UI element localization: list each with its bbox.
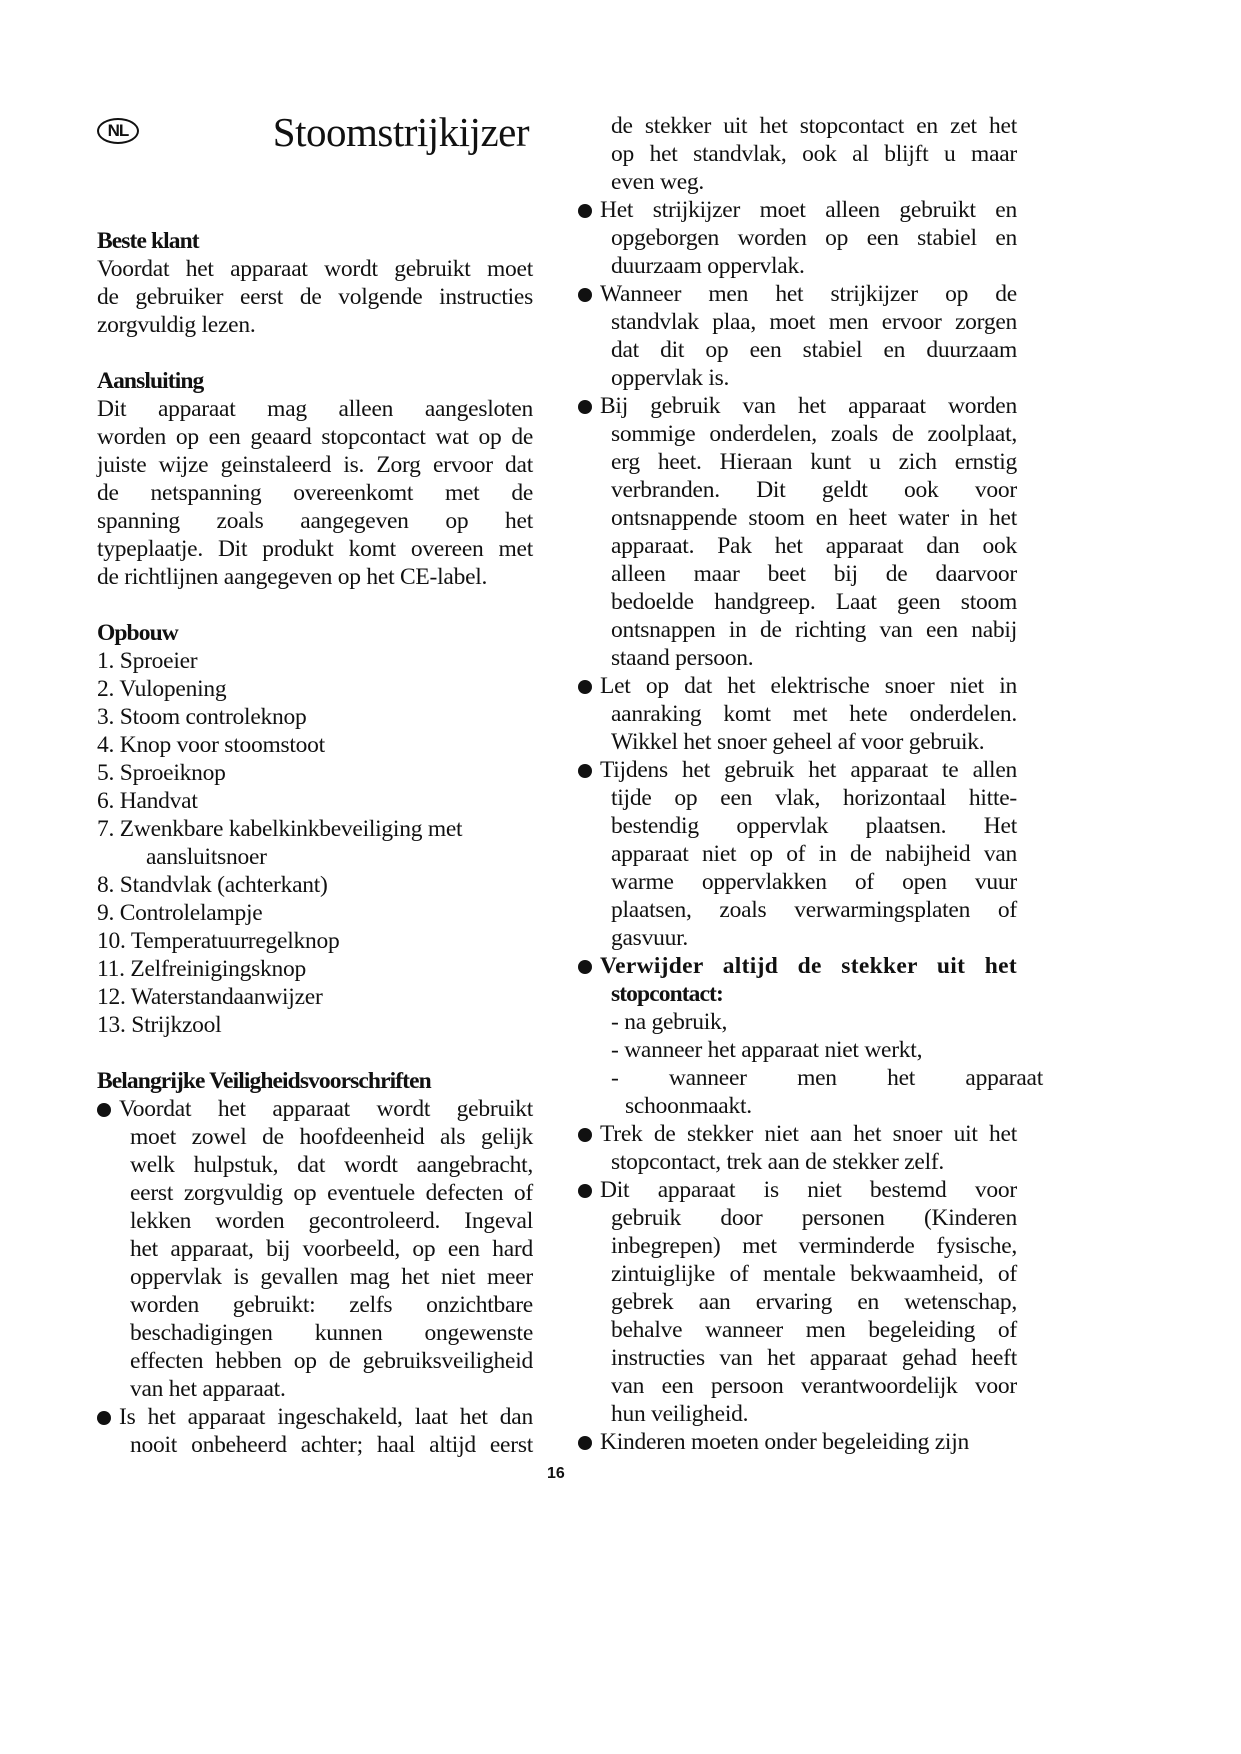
- text-line: [578, 1092, 1017, 1120]
- bullet-icon: [578, 764, 592, 778]
- list-item: [97, 983, 533, 1011]
- text-line: [578, 420, 1017, 448]
- line-text: Bij gebruik van het apparaat worden: [600, 393, 1017, 419]
- line-text: bedoelde handgreep. Laat geen stoom: [611, 589, 1017, 615]
- text-line: [578, 1372, 1017, 1400]
- line-text: 6. Handvat: [97, 788, 198, 814]
- bullet-icon: [578, 204, 592, 218]
- line-text: oppervlak is gevallen mag het niet meer: [130, 1264, 533, 1290]
- line-text: verbranden. Dit geldt ook voor: [611, 477, 1017, 503]
- text-line: [578, 672, 1017, 700]
- text-line: [97, 255, 533, 283]
- bullet-icon: [578, 1128, 592, 1142]
- text-line: [578, 336, 1017, 364]
- blank-line: [97, 1039, 533, 1067]
- text-line: [97, 311, 533, 339]
- page-number: 16: [547, 1465, 565, 1482]
- text-line: [578, 1428, 1017, 1456]
- text-line: [97, 507, 533, 535]
- line-text: sommige onderdelen, zoals de zoolplaat,: [611, 421, 1017, 447]
- section-heading: [97, 227, 533, 255]
- line-text: van het apparaat.: [130, 1376, 286, 1402]
- bullet-icon: [578, 400, 592, 414]
- line-text: Het strijkijzer moet alleen gebruikt en: [600, 197, 1017, 223]
- line-text: tijde op een vlak, horizontaal hitte-: [611, 785, 1017, 811]
- line-text: de stekker uit het stopcontact en zet het: [611, 113, 1017, 139]
- line-text: Opbouw: [97, 620, 178, 646]
- line-text: Belangrijke Veiligheidsvoorschriften: [97, 1068, 431, 1094]
- line-text: stopcontact:: [611, 981, 723, 1007]
- line-text: staand persoon.: [611, 645, 754, 671]
- line-text: 3. Stoom controleknop: [97, 704, 307, 730]
- line-text: 10. Temperatuurregelknop: [97, 928, 340, 954]
- line-text: Tijdens het gebruik het apparaat te allen: [600, 757, 1017, 783]
- text-line: [578, 588, 1017, 616]
- text-line: [578, 168, 1017, 196]
- bullet-icon: [97, 1103, 111, 1117]
- line-text: zorgvuldig lezen.: [97, 312, 256, 338]
- line-text: - na gebruik,: [611, 1009, 728, 1035]
- line-text: Wanneer men het strijkijzer op de: [600, 281, 1017, 307]
- line-text: instructies van het apparaat gehad heeft: [611, 1345, 1017, 1371]
- line-text: Wikkel het snoer geheel af voor gebruik.: [611, 729, 985, 755]
- text-line: [578, 252, 1017, 280]
- text-line: [578, 868, 1017, 896]
- text-line: [578, 644, 1017, 672]
- list-item: [97, 787, 533, 815]
- line-text: de richtlijnen aangegeven op het CE-label.: [97, 564, 488, 590]
- line-text: zintuiglijke of mentale bekwaamheid, of: [611, 1261, 1017, 1287]
- line-text: gasvuur.: [611, 925, 688, 951]
- line-text: typeplaatje. Dit produkt komt overeen met: [97, 536, 533, 562]
- line-text: 9. Controlelampje: [97, 900, 263, 926]
- text-line: [97, 395, 533, 423]
- text-line: [97, 563, 533, 591]
- text-line: [578, 1120, 1017, 1148]
- line-text: Voordat het apparaat wordt gebruikt: [119, 1096, 533, 1122]
- text-line: [578, 1260, 1017, 1288]
- text-line: [97, 423, 533, 451]
- text-line: [578, 616, 1017, 644]
- right-column: [578, 112, 1043, 1456]
- bullet-icon: [578, 288, 592, 302]
- text-line: [97, 1235, 533, 1263]
- text-line: [578, 1344, 1017, 1372]
- section-heading: [97, 367, 533, 395]
- line-text: - wanneer het apparaat niet werkt,: [611, 1037, 923, 1063]
- line-text: gebruik door personen (Kinderen: [611, 1205, 1017, 1231]
- language-badge-nl: NL: [97, 118, 139, 144]
- line-text: beschadigingen kunnen ongewenste: [130, 1320, 533, 1346]
- list-item: [97, 843, 533, 871]
- list-item: [97, 815, 533, 843]
- section-heading: [97, 1067, 533, 1095]
- line-text: 13. Strijkzool: [97, 1012, 222, 1038]
- text-line: [97, 1263, 533, 1291]
- text-line: [578, 1288, 1017, 1316]
- text-line: [578, 1232, 1017, 1260]
- line-text: opgeborgen worden op een stabiel en: [611, 225, 1017, 251]
- text-line: [97, 1151, 533, 1179]
- line-text: inbegrepen) met verminderde fysische,: [611, 1233, 1017, 1259]
- line-text: standvlak plaa, moet men ervoor zorgen: [611, 309, 1017, 335]
- line-text: dat dit op een stabiel en duurzaam: [611, 337, 1017, 363]
- text-line: [578, 1148, 1017, 1176]
- line-text: 5. Sproeiknop: [97, 760, 226, 786]
- text-line: [578, 700, 1017, 728]
- text-line: [578, 196, 1017, 224]
- line-text: Kinderen moeten onder begeleiding zijn: [600, 1429, 969, 1455]
- page-title: Stoomstrijkijzer: [272, 109, 529, 155]
- line-text: 12. Waterstandaanwijzer: [97, 984, 323, 1010]
- line-text: erg heet. Hieraan kunt u zich ernstig: [611, 449, 1017, 475]
- text-line: [578, 504, 1017, 532]
- text-line: [578, 476, 1017, 504]
- line-text: Voordat het apparaat wordt gebruikt moet: [97, 256, 533, 282]
- line-text: op het standvlak, ook al blijft u maar: [611, 141, 1017, 167]
- text-line: [578, 392, 1017, 420]
- line-text: Dit apparaat mag alleen aangesloten: [97, 396, 533, 422]
- line-text: ontsnappen in de richting van een nabij: [611, 617, 1017, 643]
- list-item: [97, 647, 533, 675]
- line-text: van een persoon verantwoordelijk voor: [611, 1373, 1017, 1399]
- list-item: [97, 955, 533, 983]
- line-text: worden op een geaard stopcontact wat op de: [97, 424, 533, 450]
- line-text: warme oppervlakken of open vuur: [611, 869, 1017, 895]
- text-line: [578, 980, 1017, 1008]
- line-text: Let op dat het elektrische snoer niet in: [600, 673, 1017, 699]
- line-text: apparaat. Pak het apparaat dan ook: [611, 533, 1017, 559]
- line-text: - wanneer men het apparaat: [611, 1065, 1043, 1091]
- text-line: [97, 283, 533, 311]
- text-line: [578, 364, 1017, 392]
- text-line: [578, 560, 1017, 588]
- list-item: [97, 675, 533, 703]
- text-line: [578, 728, 1017, 756]
- line-text: welk hulpstuk, dat wordt aangebracht,: [130, 1152, 533, 1178]
- text-line: [578, 308, 1017, 336]
- line-text: aanraking komt met hete onderdelen.: [611, 701, 1017, 727]
- line-text: Beste klant: [97, 228, 199, 254]
- text-line: [97, 1375, 533, 1403]
- text-line: [578, 1400, 1017, 1428]
- text-line: [97, 1095, 533, 1123]
- text-line: [97, 1319, 533, 1347]
- list-item: [97, 899, 533, 927]
- line-text: 4. Knop voor stoomstoot: [97, 732, 325, 758]
- list-item: [97, 703, 533, 731]
- text-line: [578, 924, 1017, 952]
- line-text: Trek de stekker niet aan het snoer uit het: [600, 1121, 1017, 1147]
- line-text: gebrek aan ervaring en wetenschap,: [611, 1289, 1017, 1315]
- line-text: ontsnappende stoom en heet water in het: [611, 505, 1017, 531]
- line-text: eerst zorgvuldig op eventuele defecten of: [130, 1180, 533, 1206]
- line-text: even weg.: [611, 169, 705, 195]
- text-line: [578, 756, 1017, 784]
- text-line: [578, 1064, 1043, 1092]
- line-text: 1. Sproeier: [97, 648, 198, 674]
- line-text: Verwijder altijd de stekker uit het: [600, 953, 1017, 979]
- text-line: [578, 840, 1017, 868]
- text-line: [578, 112, 1017, 140]
- line-text: duurzaam oppervlak.: [611, 253, 805, 279]
- line-text: de netspanning overeenkomt met de: [97, 480, 533, 506]
- line-text: nooit onbeheerd achter; haal altijd eerst: [130, 1432, 533, 1458]
- text-line: [578, 1176, 1017, 1204]
- text-line: [578, 1036, 1017, 1064]
- text-line: [97, 1347, 533, 1375]
- text-line: [97, 479, 533, 507]
- line-text: de gebruiker eerst de volgende instructies: [97, 284, 533, 310]
- line-text: plaatsen, zoals verwarmingsplaten of: [611, 897, 1017, 923]
- line-text: 11. Zelfreinigingsknop: [97, 956, 307, 982]
- list-item: [97, 731, 533, 759]
- text-line: [97, 1207, 533, 1235]
- line-text: Is het apparaat ingeschakeld, laat het dan: [119, 1404, 533, 1430]
- text-line: [578, 1316, 1017, 1344]
- line-text: bestendig oppervlak plaatsen. Het: [611, 813, 1017, 839]
- text-line: [97, 1123, 533, 1151]
- line-text: alleen maar beet bij de daarvoor: [611, 561, 1017, 587]
- text-line: [97, 1179, 533, 1207]
- line-text: spanning zoals aangegeven op het: [97, 508, 533, 534]
- text-line: [578, 1008, 1017, 1036]
- text-line: [578, 896, 1017, 924]
- line-text: worden gebruikt: zelfs onzichtbare: [130, 1292, 533, 1318]
- list-item: [97, 759, 533, 787]
- bullet-icon: [578, 680, 592, 694]
- text-line: [97, 1431, 533, 1459]
- line-text: behalve wanneer men begeleiding of: [611, 1317, 1017, 1343]
- line-text: stopcontact, trek aan de stekker zelf.: [611, 1149, 945, 1175]
- bullet-icon: [97, 1411, 111, 1425]
- line-text: Aansluiting: [97, 368, 204, 394]
- section-heading: [97, 619, 533, 647]
- text-line: [578, 812, 1017, 840]
- left-column: [97, 227, 533, 1459]
- text-line: [578, 1204, 1017, 1232]
- line-text: lekken worden gecontroleerd. Ingeval: [130, 1208, 533, 1234]
- text-line: [578, 280, 1017, 308]
- line-text: apparaat niet op of in de nabijheid van: [611, 841, 1017, 867]
- line-text: aansluitsnoer: [146, 844, 267, 870]
- text-line: [578, 784, 1017, 812]
- line-text: 2. Vulopening: [97, 676, 227, 702]
- line-text: Dit apparaat is niet bestemd voor: [600, 1177, 1017, 1203]
- line-text: schoonmaakt.: [625, 1093, 752, 1119]
- blank-line: [97, 339, 533, 367]
- list-item: [97, 1011, 533, 1039]
- text-line: [578, 140, 1017, 168]
- list-item: [97, 871, 533, 899]
- line-text: 7. Zwenkbare kabelkinkbeveiliging met: [97, 816, 463, 842]
- text-line: [97, 1291, 533, 1319]
- bullet-icon: [578, 1184, 592, 1198]
- line-text: juiste wijze geinstaleerd is. Zorg ervoor dat: [97, 452, 533, 478]
- blank-line: [97, 591, 533, 619]
- text-line: [578, 532, 1017, 560]
- line-text: het apparaat, bij voorbeeld, op een hard: [130, 1236, 533, 1262]
- text-line: [578, 952, 1017, 980]
- text-line: [97, 535, 533, 563]
- line-text: moet zowel de hoofdeenheid als gelijk: [130, 1124, 533, 1150]
- line-text: 8. Standvlak (achterkant): [97, 872, 328, 898]
- line-text: oppervlak is.: [611, 365, 730, 391]
- bullet-icon: [578, 960, 592, 974]
- bullet-icon: [578, 1436, 592, 1450]
- text-line: [578, 224, 1017, 252]
- text-line: [578, 448, 1017, 476]
- text-line: [97, 451, 533, 479]
- line-text: hun veiligheid.: [611, 1401, 749, 1427]
- line-text: effecten hebben op de gebruiksveiligheid: [130, 1348, 533, 1374]
- list-item: [97, 927, 533, 955]
- text-line: [97, 1403, 533, 1431]
